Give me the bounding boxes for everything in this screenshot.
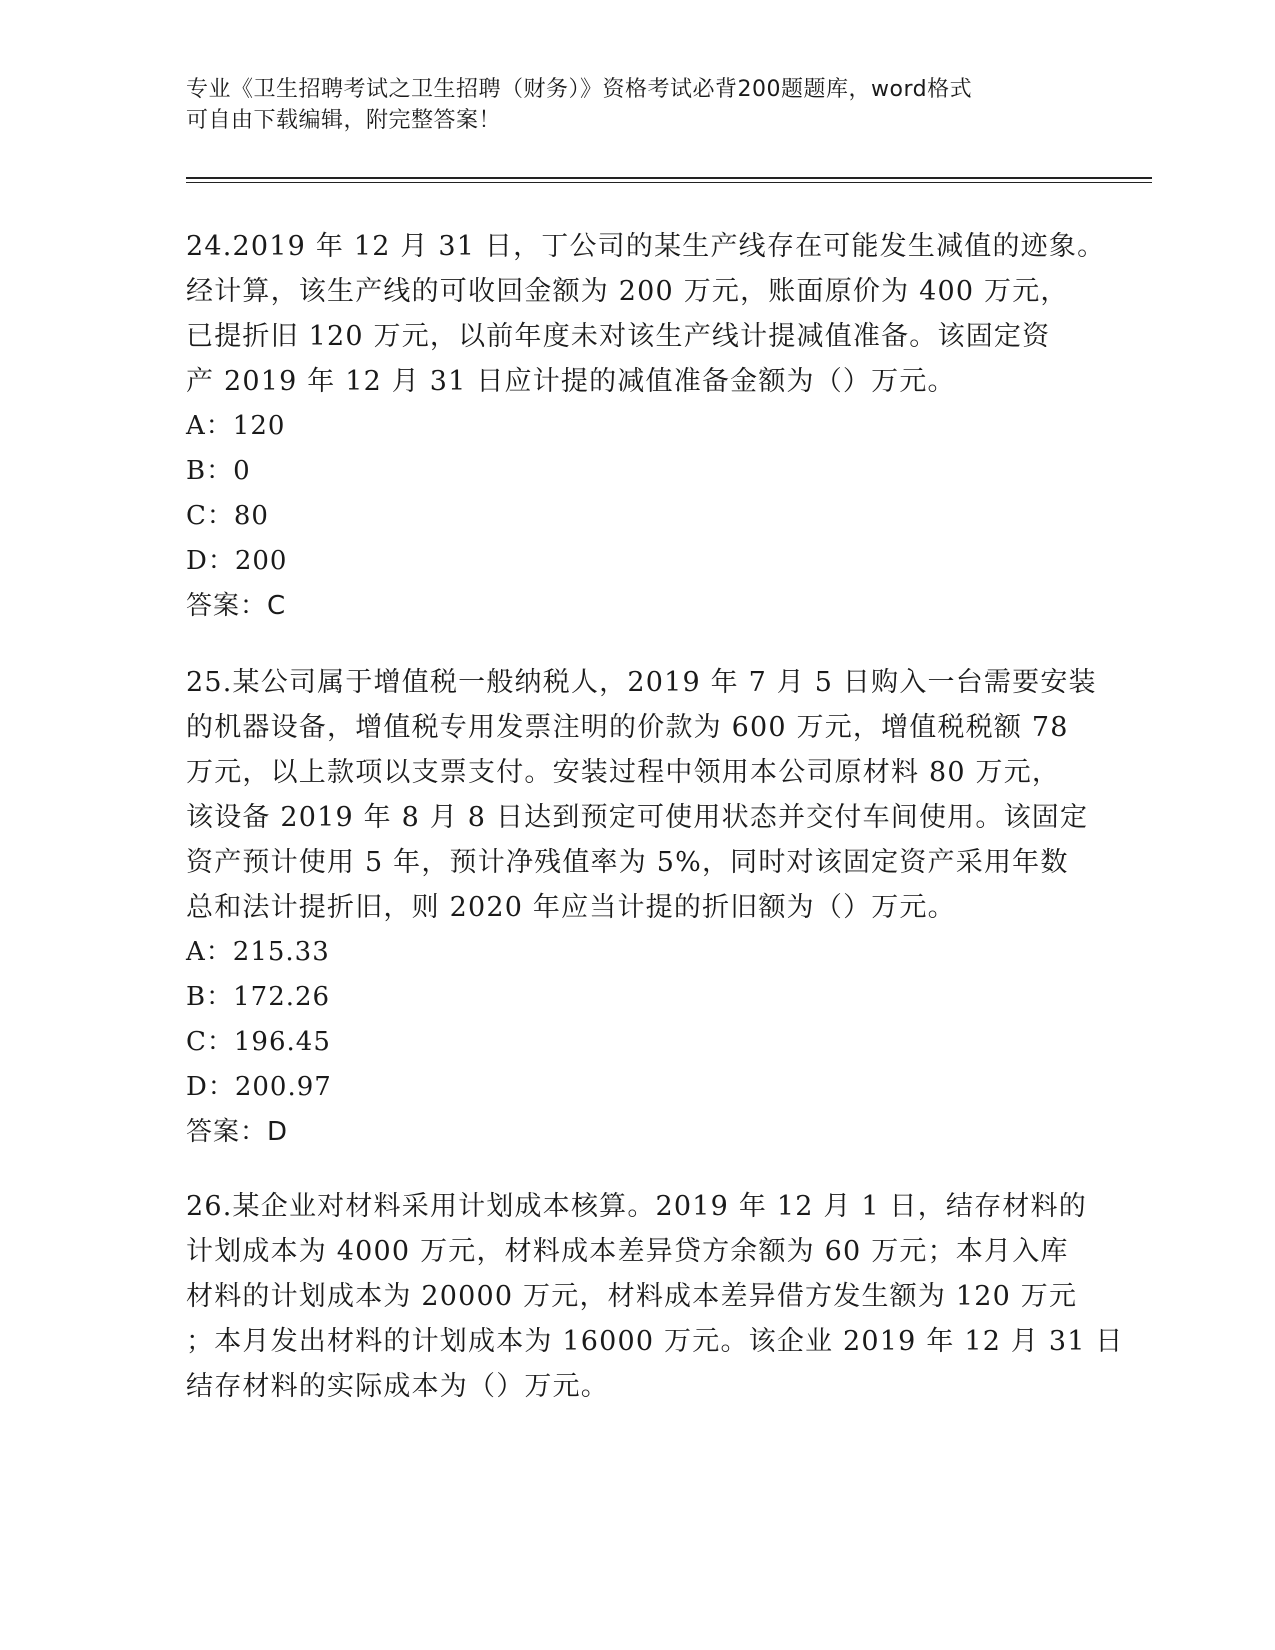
header-title-line-2: 可自由下载编辑，附完整答案！ [186, 108, 502, 133]
question-text-line: 24.2019 年 12 月 31 日，丁公司的某生产线存在可能发生减值的迹象。 [186, 231, 1106, 262]
question-text-line: 结存材料的实际成本为（）万元。 [186, 1371, 609, 1402]
option-d: D：200 [186, 546, 288, 576]
question-text-line: 总和法计提折旧，则 2020 年应当计提的折旧额为（）万元。 [186, 892, 956, 923]
header-divider-thin [186, 182, 1152, 183]
question-text-line: 该设备 2019 年 8 月 8 日达到预定可使用状态并交付车间使用。该固定 [186, 802, 1089, 833]
question-text-line: 的机器设备，增值税专用发票注明的价款为 600 万元，增值税税额 78 [186, 712, 1069, 743]
option-b: B：172.26 [186, 982, 331, 1012]
option-a: A：120 [186, 411, 286, 441]
option-c: C：80 [186, 501, 269, 531]
question-text-line: 材料的计划成本为 20000 万元，材料成本差异借方发生额为 120 万元 [186, 1281, 1078, 1312]
option-b: B：0 [186, 456, 251, 486]
question-text-line: 计划成本为 4000 万元，材料成本差异贷方余额为 60 万元；本月入库 [186, 1236, 1069, 1267]
question-text-line: 经计算，该生产线的可收回金额为 200 万元，账面原价为 400 万元， [186, 276, 1069, 307]
header-divider-thick [186, 177, 1152, 179]
document-header [186, 74, 1066, 136]
question-text-line: 资产预计使用 5 年，预计净残值率为 5%，同时对该固定资产采用年数 [186, 847, 1069, 878]
option-d: D：200.97 [186, 1072, 332, 1102]
answer-line: 答案：D [186, 1117, 289, 1147]
question-24 [186, 224, 1106, 629]
header-title-line-1: 专业《卫生招聘考试之卫生招聘（财务）》资格考试必背200题题库，word格式 [186, 77, 973, 102]
answer-line: 答案：C [186, 591, 287, 621]
question-text-line: 26.某企业对材料采用计划成本核算。2019 年 12 月 1 日，结存材料的 [186, 1191, 1087, 1222]
question-25 [186, 660, 1097, 1155]
option-a: A：215.33 [186, 937, 330, 967]
question-text-line: 产 2019 年 12 月 31 日应计提的减值准备金额为（）万元。 [186, 366, 956, 397]
question-text-line: ；本月发出材料的计划成本为 16000 万元。该企业 2019 年 12 月 31 日 [186, 1326, 1124, 1357]
question-text-line: 万元，以上款项以支票支付。安装过程中领用本公司原材料 80 万元， [186, 757, 1061, 788]
question-text-line: 已提折旧 120 万元，以前年度未对该生产线计提减值准备。该固定资 [186, 321, 1051, 352]
question-26 [186, 1184, 1124, 1409]
option-c: C：196.45 [186, 1027, 331, 1057]
question-text-line: 25.某公司属于增值税一般纳税人，2019 年 7 月 5 日购入一台需要安装 [186, 667, 1097, 698]
